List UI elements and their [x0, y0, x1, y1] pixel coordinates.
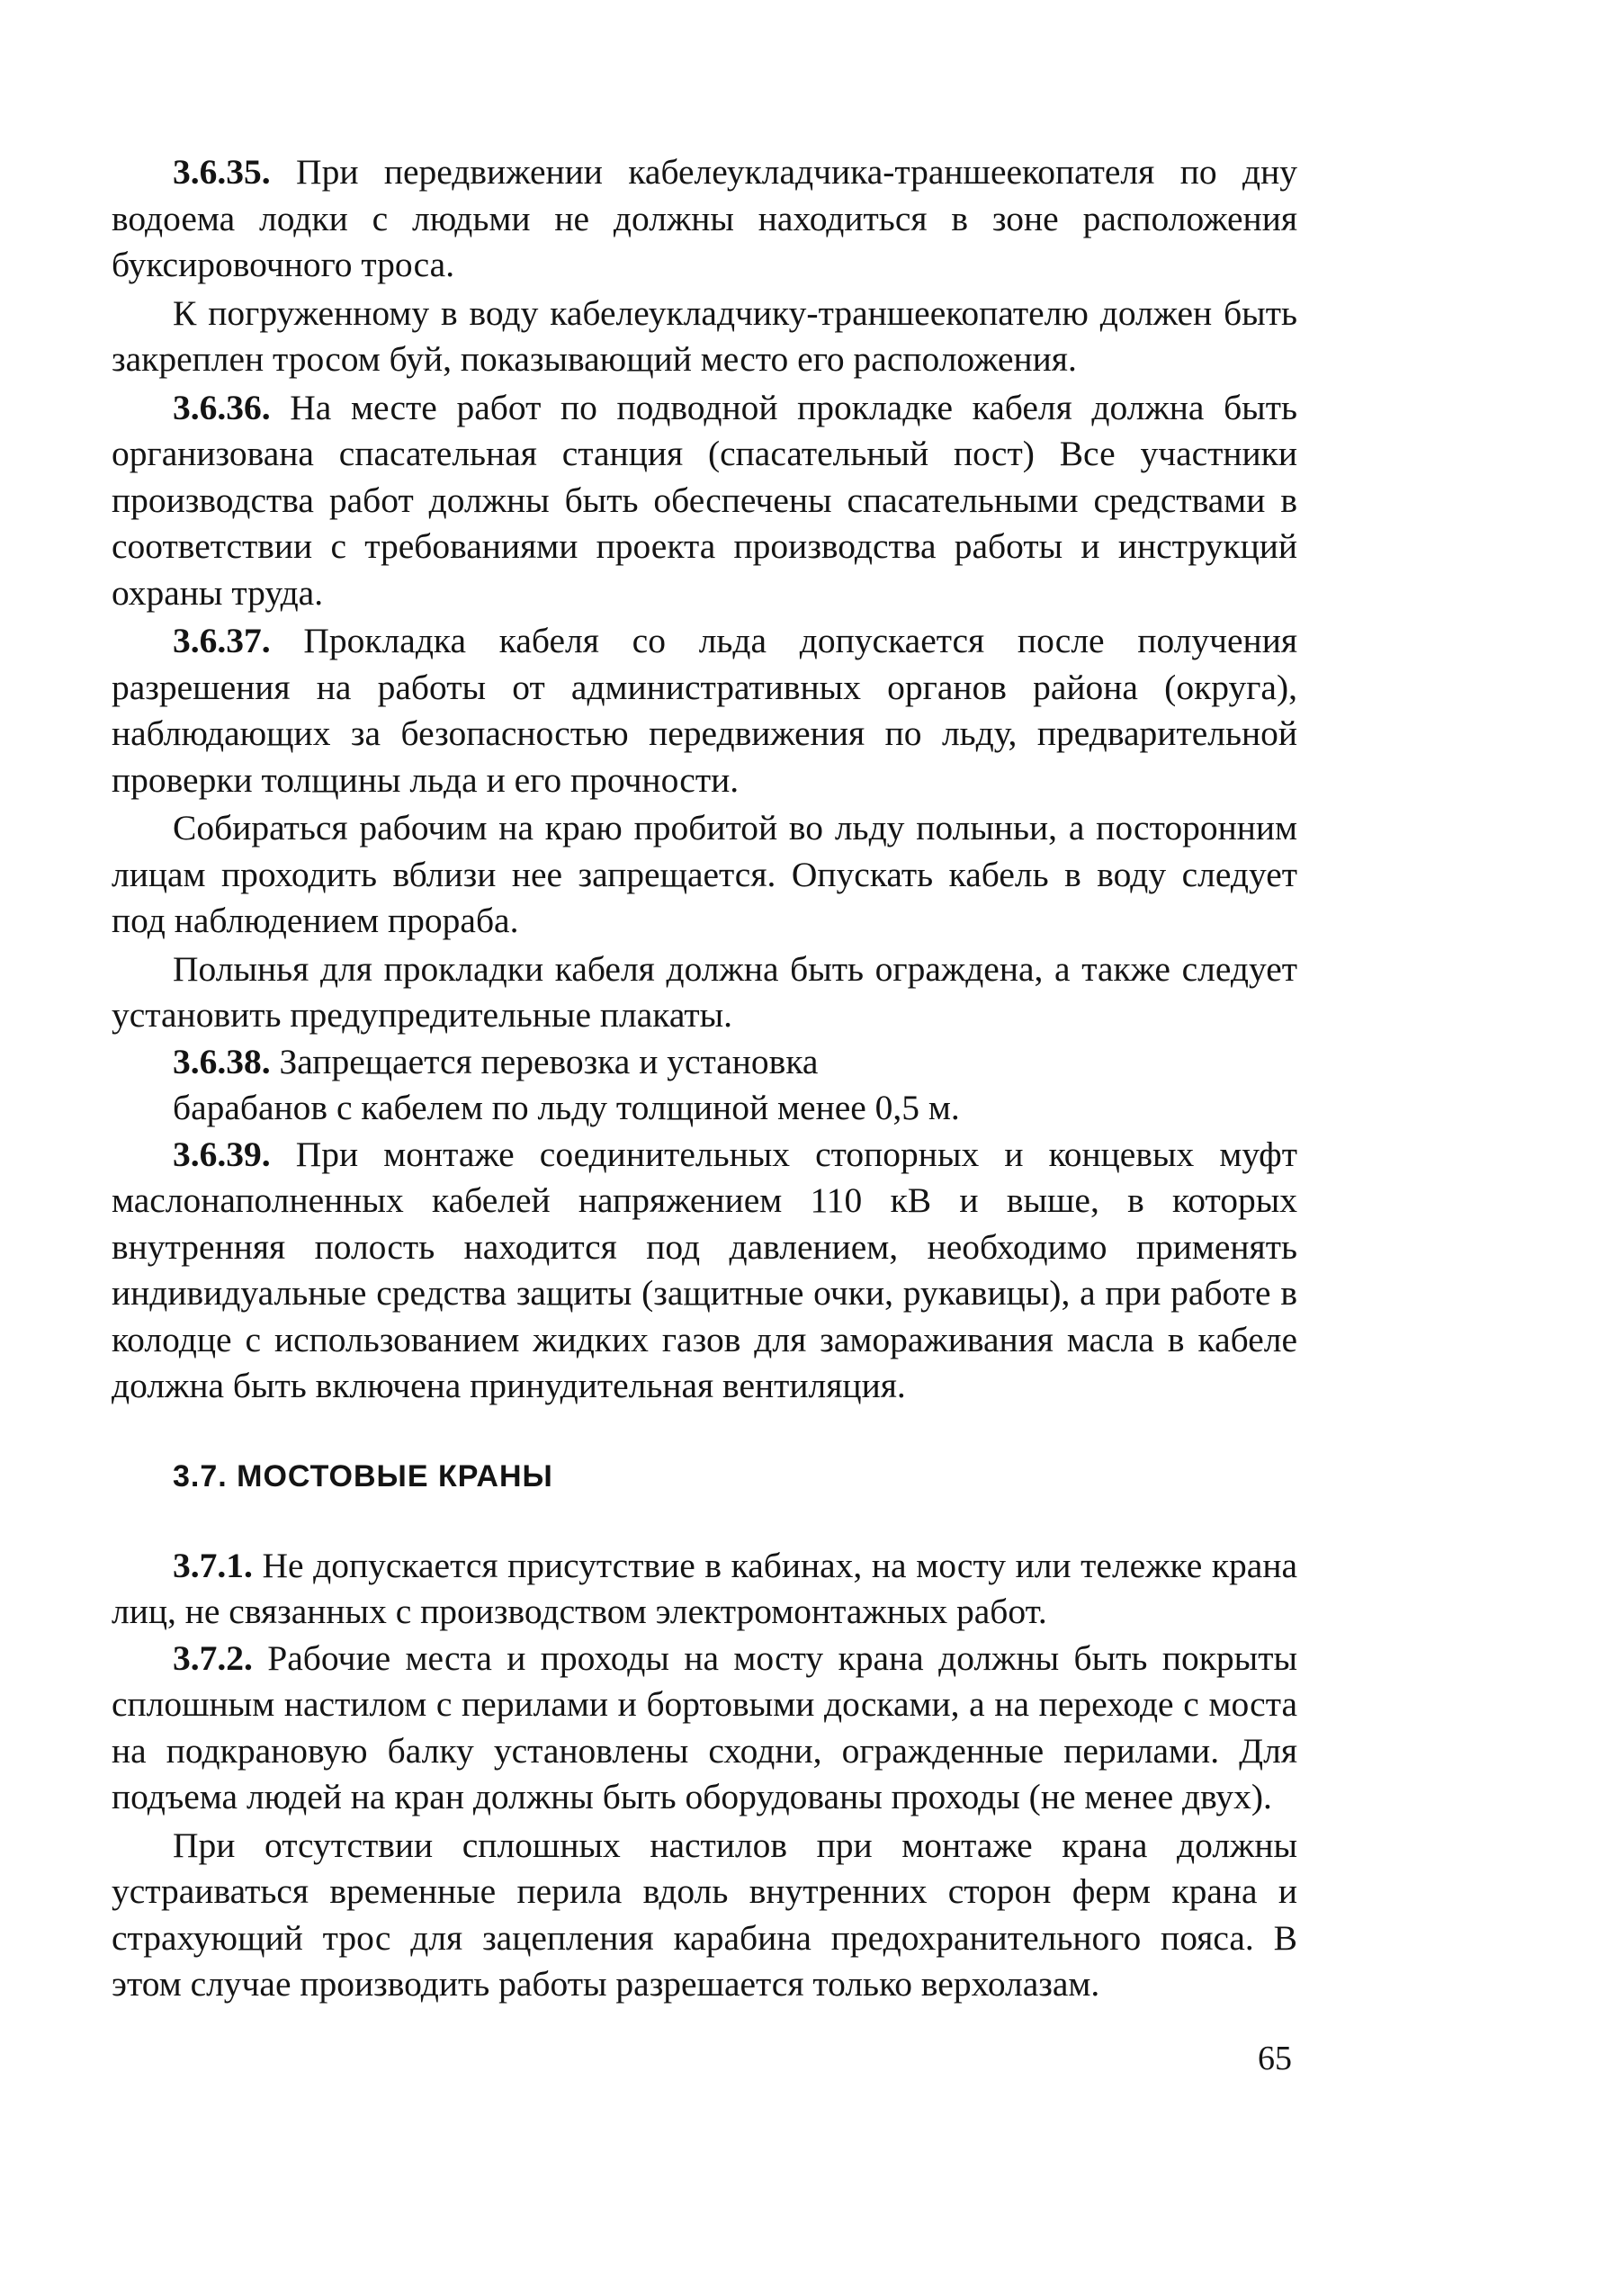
paragraph-warning-posters: [112, 946, 1297, 1039]
clause-number: 3.7.1.: [173, 1545, 253, 1585]
paragraph-3-6-38-continued: [112, 1085, 1297, 1132]
paragraph-text: барабанов с кабелем по льду толщиной менее 0,5 м.: [173, 1088, 960, 1127]
paragraph-text: Запрещается перевозка и установка: [270, 1041, 819, 1081]
paragraph-text: Рабочие места и проходы на мосту крана должны быть покрыты сплошным настилом с перилами и бортовыми досками, а на переходе с моста на подкрановую балку установлены сходни, огражденные перилами. Для подъема людей на кран должны быть оборудованы проходы (не менее двух).: [112, 1637, 1297, 1816]
paragraph-text: При монтаже соединительных стопорных и концевых муфт маслонаполненных кабелей напряжением 110 кВ и выше, в которых внутренняя полость находится под давлением, необходимо применять индивидуальные средства защиты (защитные очки, рукавицы), а при работе в колодце с использованием жидких газов для замораживания масла в кабеле должна быть включена принудительная вентиляция.: [112, 1134, 1297, 1405]
clause-number: 3.6.38.: [173, 1041, 271, 1081]
section-heading: 3.7. МОСТОВЫЕ КРАНЫ: [173, 1458, 553, 1493]
clause-number: 3.7.2.: [173, 1637, 253, 1678]
clause-number: 3.6.37.: [173, 621, 271, 660]
paragraph-text: При отсутствии сплошных настилов при монтаже крана должны устраиваться временные перила вдоль внутренних сторон ферм крана и страхующий трос для зацепления карабина предохранительного пояса. В этом случае производить работы разрешается только верхолазам.: [112, 1825, 1297, 2004]
paragraph-text: К погруженному в воду кабелеукладчику-траншеекопателю должен быть закреплен тросом буй, показывающий место его расположения.: [112, 292, 1297, 379]
paragraph-text: Не допускается присутствие в кабинах, на мосту или тележке крана лиц, не связанных с производством электромонтажных работ.: [112, 1545, 1297, 1631]
clause-number: 3.6.36.: [173, 387, 271, 427]
paragraph-ice-hole: [112, 805, 1297, 945]
paragraph-3-6-39: [112, 1132, 1297, 1410]
paragraph-text: Собираться рабочим на краю пробитой во льду полыньи, а посторонним лицам проходить вблизи нее запрещается. Опускать кабель в воду следует под наблюдением прораба.: [112, 808, 1297, 940]
clause-number: 3.6.39.: [173, 1134, 271, 1174]
paragraph-temporary-railings: [112, 1823, 1297, 2008]
paragraph-3-6-38: [112, 1039, 1297, 1086]
paragraph-text: На месте работ по подводной прокладке кабеля должна быть организована спасательная станция (спасательный пост) Все участники производства работ должны быть обеспечены спасательными средствами в соответствии с требованиями проекта производства работы и инструкций охраны труда.: [112, 387, 1297, 613]
page-number: 65: [1258, 2040, 1292, 2077]
paragraph-3-6-35: [112, 149, 1297, 289]
paragraph-text: Прокладка кабеля со льда допускается после получения разрешения на работы от административных органов района (округа), наблюдающих за безопасностью передвижения по льду, предварительной проверки толщины льда и его прочности.: [112, 621, 1297, 800]
paragraph-3-7-1: [112, 1543, 1297, 1636]
clause-number: 3.6.35.: [173, 152, 271, 192]
paragraph-3-6-37: [112, 618, 1297, 803]
paragraph-buoy: [112, 291, 1297, 383]
paragraph-text: Полынья для прокладки кабеля должна быть ограждена, а также следует установить предупредительные плакаты.: [112, 948, 1297, 1035]
page-content: [112, 149, 1297, 2008]
paragraph-3-7-2: [112, 1636, 1297, 1821]
paragraph-text: При передвижении кабелеукладчика-траншеекопателя по дну водоема лодки с людьми не должны находиться в зоне расположения буксировочного троса.: [112, 152, 1297, 284]
paragraph-3-6-36: [112, 385, 1297, 617]
